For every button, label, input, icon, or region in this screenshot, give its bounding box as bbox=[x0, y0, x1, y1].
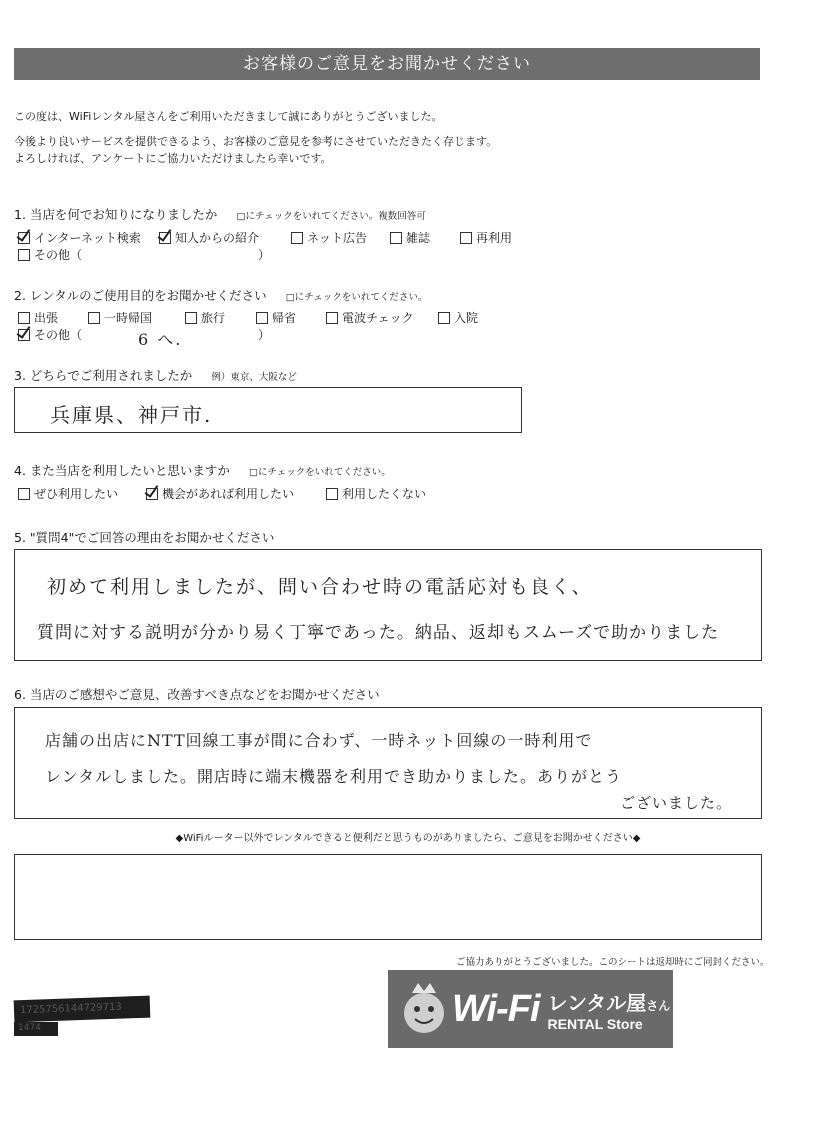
intro-line-3: よろしければ、アンケートにご協力いただけましたら幸いです。 bbox=[14, 152, 332, 165]
checkbox-icon[interactable] bbox=[256, 312, 268, 324]
q1-option-magazine[interactable] bbox=[390, 229, 430, 246]
q3-answer-handwritten: 兵庫県、神戸市. bbox=[50, 403, 213, 427]
q2-option-travel[interactable] bbox=[185, 309, 225, 326]
q6-answer-line-2: レンタルしました。開店時に端末機器を利用でき助かりました。ありがとう bbox=[45, 767, 622, 786]
q2-note: □にチェックをいれてください。 bbox=[285, 292, 428, 303]
q6-heading bbox=[14, 684, 380, 703]
checkbox-icon[interactable] bbox=[326, 312, 338, 324]
option-label: 電波チェック bbox=[342, 311, 414, 325]
q2-option-signal-check[interactable] bbox=[326, 309, 414, 326]
option-label: 出張 bbox=[34, 311, 59, 325]
option-label: インターネット検索 bbox=[34, 231, 141, 245]
q1-option-other[interactable] bbox=[18, 246, 82, 263]
redacted-id-text: 1725756144729713 bbox=[19, 1001, 122, 1017]
q1-option-search[interactable] bbox=[18, 229, 141, 246]
q4-note: □にチェックをいれてください。 bbox=[249, 467, 391, 478]
q1-option-referral[interactable] bbox=[159, 229, 259, 246]
checkbox-icon[interactable] bbox=[291, 232, 303, 244]
option-label: その他（ bbox=[34, 328, 83, 342]
checkbox-icon[interactable] bbox=[18, 312, 30, 324]
checkbox-icon[interactable] bbox=[18, 232, 30, 244]
checkbox-icon[interactable] bbox=[146, 488, 158, 500]
q1-title: 1. 当店を何でお知りになりましたか bbox=[14, 207, 218, 222]
q3-note: 例）東京、大阪など bbox=[211, 372, 297, 383]
q1-other-close: ） bbox=[258, 248, 271, 262]
option-label: 帰省 bbox=[272, 311, 297, 325]
checkbox-icon[interactable] bbox=[390, 232, 402, 244]
option-label: 機会があれば利用したい bbox=[162, 487, 295, 501]
option-label: 旅行 bbox=[201, 311, 226, 325]
intro-line-2: 今後より良いサービスを提供できるよう、お客様のご意見を参考にさせていただきたく存じます。 bbox=[14, 135, 498, 148]
checkbox-icon[interactable] bbox=[159, 232, 171, 244]
q2-other-handwritten[interactable]: 6 へ. bbox=[138, 330, 183, 349]
logo-wifi-text: Wi-Fi bbox=[452, 987, 540, 1030]
option-label: 知人からの紹介 bbox=[175, 231, 260, 245]
checkbox-icon[interactable] bbox=[326, 488, 338, 500]
q6-answer-box[interactable] bbox=[14, 707, 762, 819]
q2-other-close: ） bbox=[258, 328, 271, 342]
q5-answer-line-2: 質問に対する説明が分かり易く丁寧であった。納品、返却もスムーズで助かりました bbox=[37, 623, 720, 643]
q4-option-if-chance[interactable] bbox=[146, 485, 294, 502]
checkbox-icon[interactable] bbox=[88, 312, 100, 324]
q2-option-other[interactable] bbox=[18, 326, 82, 343]
q1-option-reuse[interactable] bbox=[460, 229, 512, 246]
option-label: 一時帰国 bbox=[104, 311, 153, 325]
logo-text-group bbox=[548, 987, 671, 1032]
q2-option-hospital[interactable] bbox=[438, 309, 478, 326]
q2-option-homecoming[interactable] bbox=[256, 309, 296, 326]
q5-heading bbox=[14, 527, 274, 546]
q6-answer-line-1: 店舗の出店にNTT回線工事が間に合わず、一時ネット回線の一時利用で bbox=[45, 731, 593, 750]
q6-answer-line-3: ございました。 bbox=[620, 794, 733, 812]
checkbox-icon[interactable] bbox=[185, 312, 197, 324]
q7-answer-box[interactable] bbox=[14, 854, 762, 940]
checkbox-icon[interactable] bbox=[18, 488, 30, 500]
option-label: ネット広告 bbox=[307, 231, 368, 245]
option-label: 雑誌 bbox=[406, 231, 431, 245]
option-label: 入院 bbox=[454, 311, 479, 325]
mascot-icon bbox=[398, 979, 450, 1039]
q4-option-never[interactable] bbox=[326, 485, 426, 502]
q1-option-net-ad[interactable] bbox=[291, 229, 367, 246]
checkbox-icon[interactable] bbox=[438, 312, 450, 324]
q1-note: □にチェックをいれてください。複数回答可 bbox=[236, 211, 426, 222]
redacted-code-block bbox=[14, 1022, 58, 1036]
survey-title: お客様のご意見をお聞かせください bbox=[14, 48, 760, 80]
option-label: 利用したくない bbox=[342, 487, 427, 501]
q3-heading bbox=[14, 365, 297, 384]
q3-title: 3. どちらでご利用されましたか bbox=[14, 368, 193, 383]
checkbox-icon[interactable] bbox=[18, 249, 30, 261]
logo-en-text: RENTAL Store bbox=[547, 1015, 643, 1032]
option-label: ぜひ利用したい bbox=[34, 487, 119, 501]
q3-answer-box[interactable] bbox=[14, 387, 522, 433]
q6-title: 6. 当店のご感想やご意見、改善すべき点などをお聞かせください bbox=[14, 687, 380, 702]
option-label: 再利用 bbox=[476, 231, 513, 245]
q1-heading bbox=[14, 204, 426, 223]
q2-option-return-home[interactable] bbox=[88, 309, 152, 326]
checkbox-icon[interactable] bbox=[460, 232, 472, 244]
q5-answer-box[interactable] bbox=[14, 549, 762, 661]
q5-title: 5. "質問4"でご回答の理由をお聞かせください bbox=[14, 530, 275, 545]
q7-title: ◆WiFiルーター以外でレンタルできると便利だと思うものがありましたら、ご意見をお聞かせください◆ bbox=[175, 833, 641, 844]
checkbox-icon[interactable] bbox=[18, 329, 30, 341]
intro-text bbox=[14, 108, 497, 167]
q2-heading bbox=[14, 285, 427, 304]
logo-jp-group bbox=[548, 987, 671, 1016]
footer-thanks: ご協力ありがとうございました。このシートは返却時にご同封ください。 bbox=[456, 957, 770, 968]
q4-title: 4. また当店を利用したいと思いますか bbox=[14, 463, 230, 478]
q4-option-definitely[interactable] bbox=[18, 485, 118, 502]
q2-title: 2. レンタルのご使用目的をお聞かせください bbox=[14, 288, 267, 303]
redacted-id-block bbox=[14, 996, 151, 1023]
redacted-code-text: 1474 bbox=[18, 1023, 41, 1033]
company-logo bbox=[388, 970, 673, 1048]
q5-answer-line-1: 初めて利用しましたが、問い合わせ時の電話応対も良く、 bbox=[47, 576, 593, 598]
intro-line-1: この度は、WiFiレンタル屋さんをご利用いただきまして誠にありがとうございました。 bbox=[14, 110, 443, 123]
logo-jp-text: レンタル屋 bbox=[547, 990, 647, 1015]
q4-heading bbox=[14, 460, 391, 479]
option-label: その他（ bbox=[34, 248, 83, 262]
logo-san-text: さん bbox=[646, 998, 671, 1013]
